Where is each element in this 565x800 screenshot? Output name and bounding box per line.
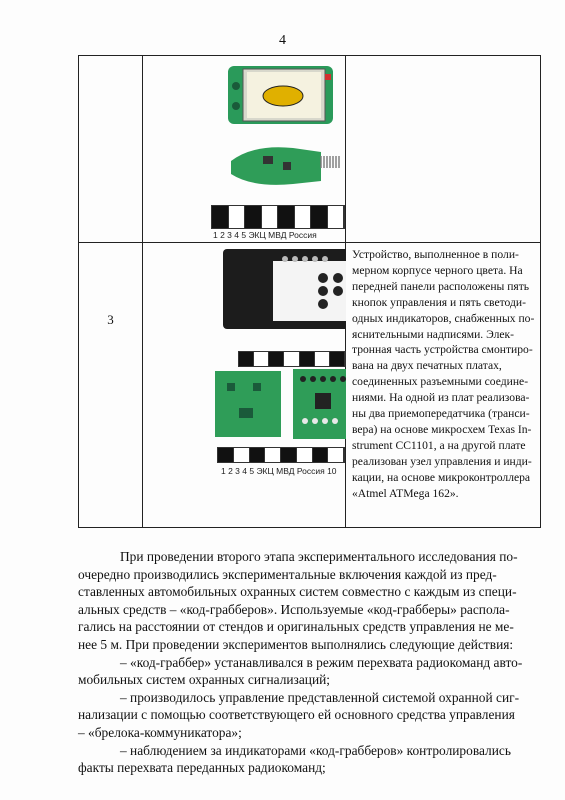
ruler-label: 1 2 3 4 5 ЭКЦ МВД Россия [213,230,317,240]
paragraph-line: ставленных автомобильных охранных систем совместно с каждым из специ- [78,584,517,600]
description-line: мерном корпусе черного цвета. На [352,263,523,277]
description-line: кации, на основе микроконтроллера [352,470,531,484]
description-line: ны два приемопередатчика (транси- [352,407,530,421]
description-line: вера) на основе микросхем Texas In- [352,422,532,436]
paragraph-line: факты перехвата переданных радиокоманд; [78,760,326,776]
description-line: «Atmel ATMega 162». [352,486,459,500]
device-photo-black-case [143,243,346,527]
paragraph-line: нализации с помощью соответствующего ей основного средства управления [78,707,515,723]
paragraph-line: – «брелока-коммуникатора»; [78,724,242,740]
scale-ruler [217,447,345,463]
row2-photo-cell [143,56,346,243]
paragraph-line: очередно производились экспериментальные включения каждой из пред- [78,566,497,582]
description-line: реализован узел управления и инди- [352,454,532,468]
description-line: вана на двух печатных платах, [352,359,502,373]
description-line: соединенных разъемными соедине- [352,375,529,389]
page-number: 4 [279,33,286,48]
row2-description-cell [346,56,541,243]
devices-table [78,55,541,528]
description-line: ниями. На одной из плат реализова- [352,391,530,405]
scale-ruler [211,205,345,229]
row-number: 3 [107,312,114,327]
paragraph-line: альных средств – «код-грабберов». Используемые «код-грабберы» распола- [78,601,510,617]
description-line: тронная часть устройства смонтиро- [352,343,533,357]
list-item: – наблюдением за индикаторами «код-грабберов» контролировались [120,742,511,758]
paragraph-line: нее 5 м. При проведении экспериментов выполнялись следующие действия: [78,636,514,652]
scale-ruler [238,351,346,367]
description-line: одных индикаторов, снабженных по- [352,311,535,325]
row3-photo-cell [143,243,346,528]
paragraph-line: При проведении второго этапа экспериментального исследования по- [120,549,518,564]
row3-number-cell [79,243,143,528]
table-row [79,56,541,243]
description-line: strument CC1101, а на другой плате [352,438,526,452]
description-line: Устройство, выполненное в поли- [352,248,519,261]
description-line: яснительными надписями. Элек- [352,327,515,341]
description-line: кнопок управления и пять светоди- [352,295,526,309]
table-row [79,243,541,528]
paragraph-line: мобильных систем охранных сигнализаций; [78,672,331,688]
body-text [78,548,540,777]
ruler-label: 1 2 3 4 5 ЭКЦ МВД Россия 10 [221,466,337,476]
list-item: – «код-граббер» устанавливался в режим перехвата радиокоманд авто- [120,654,523,670]
row2-number-cell [79,56,143,243]
paragraph-line: гались на расстоянии от стендов и оригинальных средств управления не ме- [78,619,514,635]
list-item: – производилось управление представленной системой охранной сиг- [120,689,520,705]
row3-description-cell [346,243,541,528]
description-line: передней панели расположены пять [352,279,530,293]
